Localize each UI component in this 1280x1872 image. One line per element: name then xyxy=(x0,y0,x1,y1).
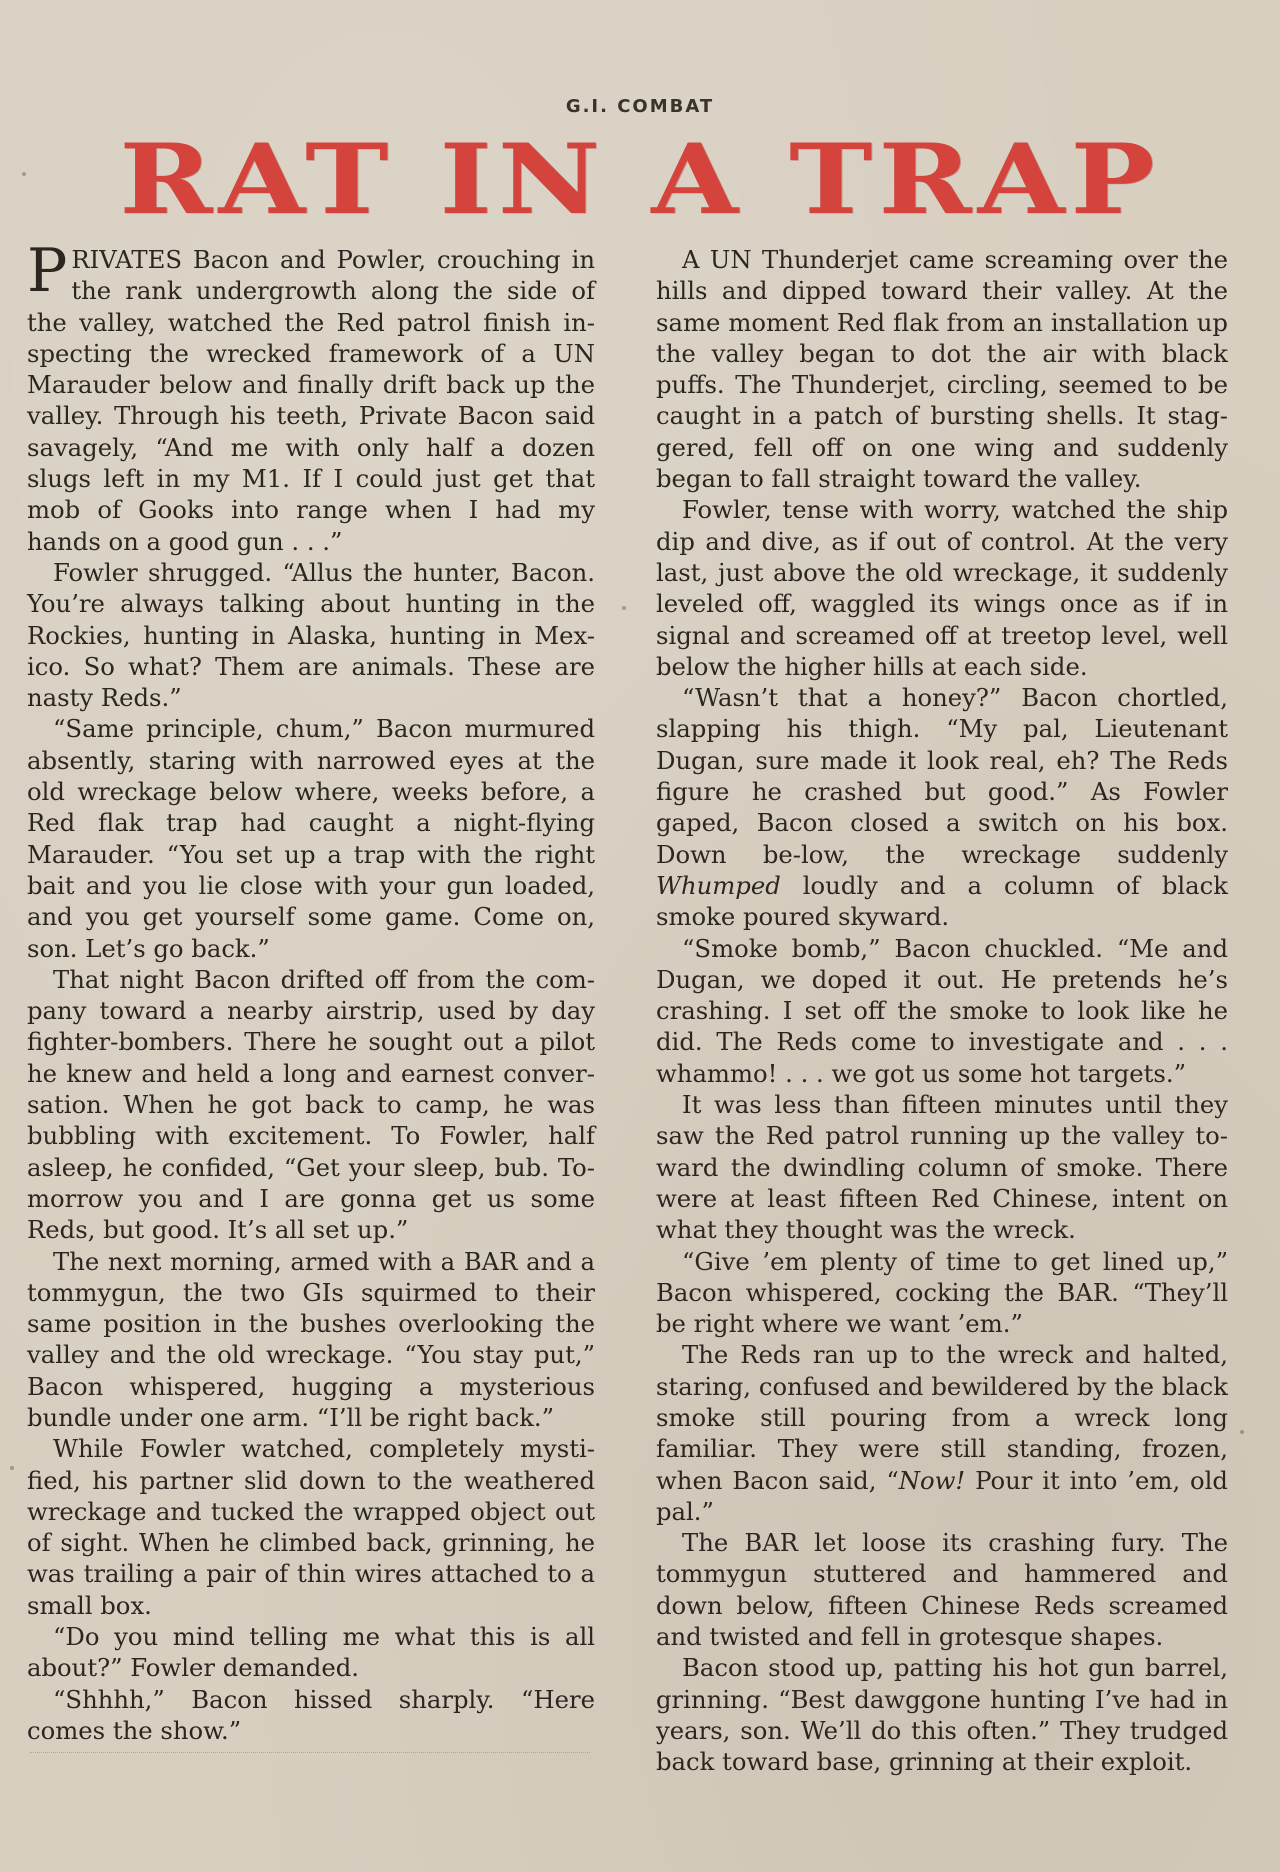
paragraph: The BAR let loose its crashing fury. The tommygun stuttered and hammered and down below, fifteen Chinese Reds screamed and twisted and fell in grotesque shapes. xyxy=(656,1528,1228,1652)
emphasis-text: Whumped xyxy=(656,870,781,900)
paragraph: Bacon stood up, patting his hot gun barrel, grinning. “Best dawggone hunting I’ve had in years, son. We’ll do this often.” They trudged back toward base, grinning at their exploit. xyxy=(656,1653,1228,1777)
paper-speck xyxy=(1240,1430,1244,1434)
paragraph: “Smoke bomb,” Bacon chuckled. “Me and Dugan, we doped it out. He pretends he’s crashing. I set off the smoke to look like he did. The Reds come to investigate and . . . whammo! . . . we got us some hot targets.” xyxy=(656,933,1228,1088)
paper-speck xyxy=(10,1466,14,1470)
bottom-divider xyxy=(30,1752,590,1753)
paragraph: “Do you mind telling me what this is all about?” Fowler demanded. xyxy=(27,1622,595,1683)
paragraph-text: loudly and a column of black smoke poured skyward. xyxy=(656,870,1228,932)
paragraph: Fowler shrugged. “Allus the hunter, Bacon. You’re always talking about hunting in the Rockies, hunting in Alaska, hunting in Mex-ico. So what? Them are animals. These are nasty Reds.” xyxy=(27,557,595,713)
drop-cap: P xyxy=(27,236,68,306)
paragraph: “Give ’em plenty of time to get lined up,” Bacon whispered, cocking the BAR. “They’ll be right where we want ’em.” xyxy=(656,1246,1228,1339)
paragraph: While Fowler watched, completely mysti-fied, his partner slid down to the weathered wreckage and tucked the wrapped object out of sight. When he climbed back, grinning, he was trailing a pair of thin wires attached to a small box. xyxy=(27,1434,595,1620)
paragraph-text: “Wasn’t that a honey?” Bacon chortled, slapping his thigh. “My pal, Lieutenant Dugan, sure made it look real, eh? The Reds figure he crashed but good.” As Fowler gaped, Bacon closed a switch on his box. Down be-low, the wreckage suddenly xyxy=(656,683,1228,869)
masthead: G.I. COMBAT xyxy=(565,96,715,117)
paragraph: It was less than fifteen minutes until they saw the Red patrol running up the valley to-ward the dwindling column of smoke. There were at least fifteen Red Chinese, intent on what they thought was the wreck. xyxy=(656,1090,1228,1245)
paragraph-text: The Reds ran up to the wreck and halted, staring, confused and bewildered by the black smoke still pouring from a wreck long familiar. They were still standing, frozen, when Bacon said, “ xyxy=(656,1340,1228,1495)
paragraph: “Same principle, chum,” Bacon murmured absently, staring with narrowed eyes at the old wreckage below where, weeks before, a Red flak trap had caught a night-flying Marauder. “You set up a trap with the right bait and you lie close with your gun loaded, and you get yourself some game. Come on, son. Let’s go back.” xyxy=(27,714,595,963)
paragraph-text: RIVATES Bacon and Powler, crouching in the rank undergrowth along the side of the valley, watched the Red patrol finish in-specting the wrecked framework of a UN Marauder below and finally drift back up the valley. Through his teeth, Private Bacon said savagely, “And me with only half a dozen slugs left in my M1. If I could just get that mob of Gooks into range when I had my hands on a good gun . . .” xyxy=(27,245,595,556)
paper-speck xyxy=(622,606,626,610)
paragraph: “Shhhh,” Bacon hissed sharply. “Here comes the show.” xyxy=(27,1684,595,1745)
paragraph: The next morning, armed with a BAR and a tommygun, the two GIs squirmed to their same position in the bushes overlooking the valley and the old wreckage. “You stay put,” Bacon whispered, hugging a mysterious bundle under one arm. “I’ll be right back.” xyxy=(27,1246,595,1432)
emphasis-text: Now! xyxy=(898,1465,966,1495)
paragraph-text: Pour it into ’em, old pal.” xyxy=(656,1465,1228,1526)
story-title: RAT IN A TRAP xyxy=(119,123,1161,237)
paragraph: A UN Thunderjet came screaming over the hills and dipped toward their valley. At the same moment Red flak from an installation up the valley began to dot the air with black puffs. The Thunderjet, circling, seemed to be caught in a patch of bursting shells. It stag-gered, fell off on one wing and suddenly began to fall straight toward the valley. xyxy=(656,245,1228,494)
paper-speck xyxy=(22,172,26,176)
paragraph: Fowler, tense with worry, watched the ship dip and dive, as if out of control. At the very last, just above the old wreckage, it suddenly leveled off, waggled its wings once as if in signal and screamed off at treetop level, well below the higher hills at each side. xyxy=(656,495,1228,681)
paragraph xyxy=(656,1339,1228,1527)
paragraph xyxy=(656,682,1228,932)
paragraph: That night Bacon drifted off from the com-pany toward a nearby airstrip, used by day fighter-bombers. There he sought out a pilot he knew and held a long and earnest conver-sation. When he got back to camp, he was bubbling with excitement. To Fowler, half asleep, he confided, “Get your sleep, bub. To-morrow you and I are gonna get us some Reds, but good. It’s all set up.” xyxy=(27,964,595,1245)
right-column xyxy=(656,244,1228,1778)
left-column xyxy=(27,236,595,1746)
paragraph xyxy=(27,236,595,557)
